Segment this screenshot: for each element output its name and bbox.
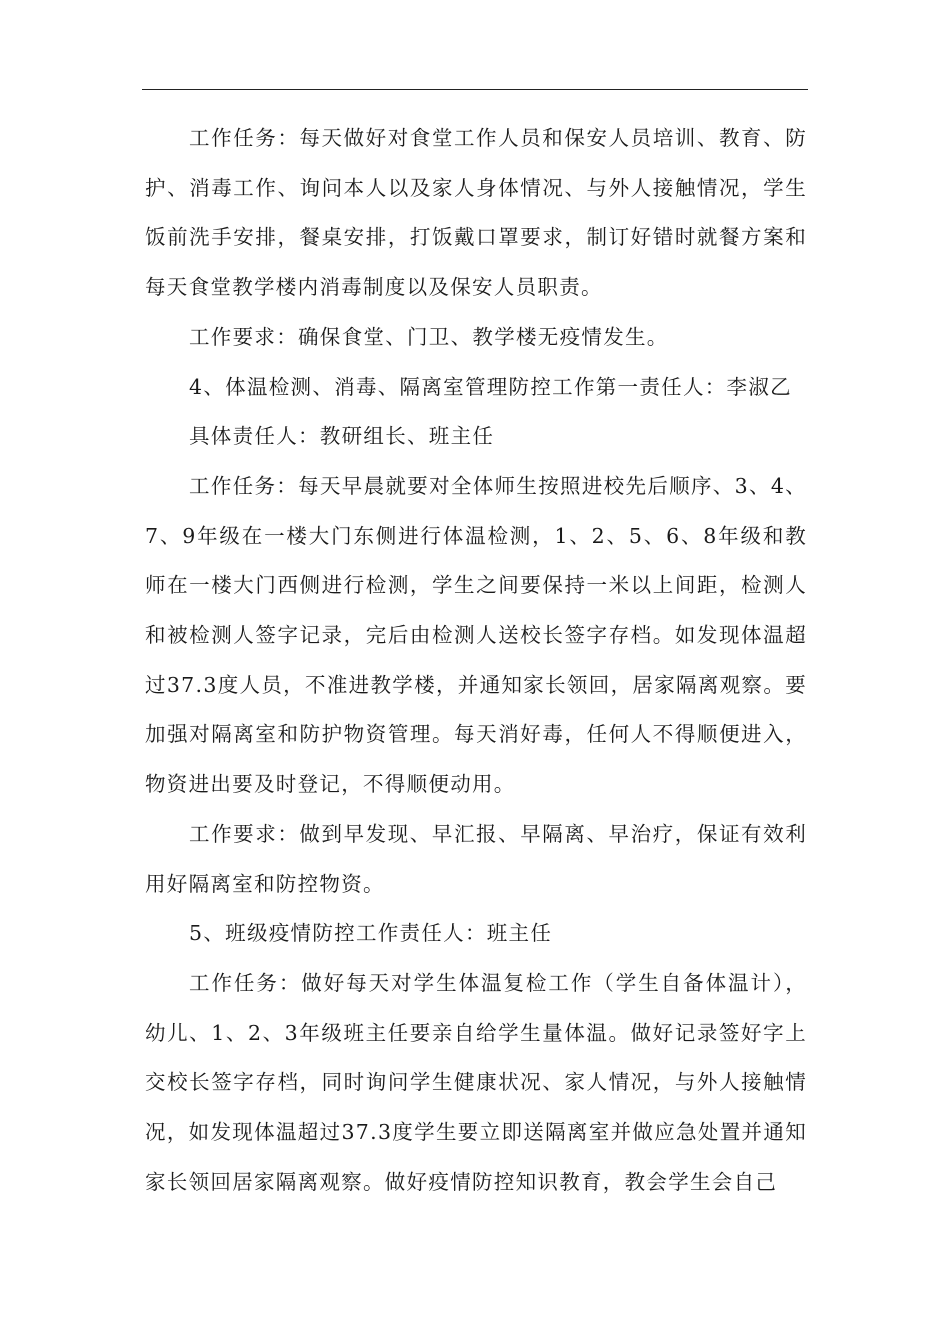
paragraph-task-canteen: 工作任务：每天做好对食堂工作人员和保安人员培训、教育、防护、消毒工作、询问本人以及家人身体情况、与外人接触情况，学生饭前洗手安排，餐桌安排，打饭戴口罩要求，制订好错时就餐方案和每天食堂教学楼内消毒制度以及保安人员职责。 [145, 126, 807, 300]
section-heading-class: 5、班级疫情防控工作责任人：班主任 [189, 921, 553, 946]
document-body [145, 114, 807, 1207]
paragraph-task-class: 工作任务：做好每天对学生体温复检工作（学生自备体温计），幼儿、1、2、3年级班主任要亲自给学生量体温。做好记录签好字上交校长签字存档，同时询问学生健康状况、家人情况，与外人接触情况，如发现体温超过37.3度学生要立即送隔离室并做应急处置并通知家长领回居家隔离观察。做好疫情防控知识教育，教会学生会自己 [145, 970, 807, 1194]
paragraph-task-temperature: 工作任务：每天早晨就要对全体师生按照进校先后顺序、3、4、7、9年级在一楼大门东侧进行体温检测，1、2、5、6、8年级和教师在一楼大门西侧进行检测，学生之间要保持一米以上间距，检测人和被检测人签字记录，完后由检测人送校长签字存档。如发现体温超过37.3度人员，不准进教学楼，并通知家长领回，居家隔离观察。要加强对隔离室和防护物资管理。每天消好毒，任何人不得顺便进入，物资进出要及时登记，不得顺便动用。 [145, 473, 807, 797]
section-heading-temperature: 4、体温检测、消毒、隔离室管理防控工作第一责任人：李淑乙 [189, 374, 792, 399]
header-divider [142, 89, 808, 90]
paragraph-specific-responsible: 具体责任人：教研组长、班主任 [189, 424, 495, 449]
paragraph-requirement-temperature: 工作要求：做到早发现、早汇报、早隔离、早治疗，保证有效利用好隔离室和防控物资。 [145, 821, 807, 896]
paragraph-requirement-canteen: 工作要求：确保食堂、门卫、教学楼无疫情发生。 [189, 324, 669, 349]
